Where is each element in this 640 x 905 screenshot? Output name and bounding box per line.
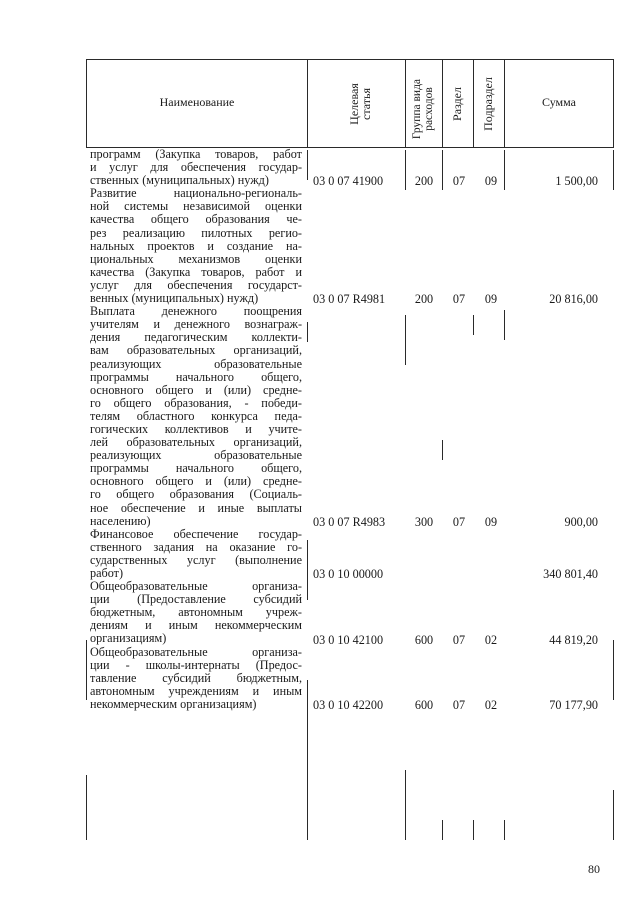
header-section: Раздел	[450, 87, 464, 121]
body-rule-4	[307, 680, 308, 840]
row-2-name-line: основного общего и (или) средне-	[90, 475, 302, 489]
row-2-name-line: телям областного конкурса педа-	[90, 409, 302, 423]
row-code: 03 0 10 42100	[313, 632, 384, 647]
row-1-name-line: нальных проектов и создание на-	[90, 239, 302, 253]
row-subsection: 02	[484, 698, 498, 713]
body-rule-13	[504, 150, 505, 190]
row-subsection: 09	[484, 514, 498, 529]
row-subsection: 09	[484, 292, 498, 307]
col-rule-left	[86, 59, 87, 148]
body-rule-20	[86, 775, 87, 840]
row-1-name-line: услуг для обеспечения государст-	[90, 278, 302, 292]
header-group	[411, 69, 437, 149]
row-5-name-line: Общеобразовательные организа-	[90, 645, 302, 659]
row-3-name-line: работ)	[90, 567, 124, 580]
row-0-name-line: ственных (муниципальных) нужд)	[90, 174, 269, 188]
row-2-name-line: учителям и денежного вознаграж-	[90, 318, 302, 332]
row-code: 03 0 07 R4981	[313, 292, 386, 307]
body-rule-5	[405, 150, 406, 190]
row-sum: 70 177,90	[549, 698, 598, 713]
row-code: 03 0 10 00000	[313, 567, 384, 582]
row-2-name-line: гогических коллективов и учите-	[90, 422, 302, 436]
body-rule-16	[613, 150, 614, 190]
row-4-name-line: Общеобразовательные организа-	[90, 580, 302, 594]
row-code: 03 0 10 42200	[313, 698, 384, 713]
row-5-name-line: ции - школы-интернаты (Предос-	[90, 658, 302, 672]
row-1-name-line: венных (муниципальных) нужд)	[90, 292, 259, 306]
row-2-name-line: основного общего и (или) средне-	[90, 383, 302, 397]
row-sum: 900,00	[564, 514, 598, 529]
row-5-name-line: автономным учреждениям и иным	[90, 684, 302, 698]
row-2-name-line: реализующих образовательные	[90, 357, 302, 371]
header-top-rule	[86, 59, 614, 60]
row-1-name-line: качества общего образования че-	[90, 213, 302, 227]
row-3-name-line: Финансовое обеспечение государ-	[90, 527, 302, 541]
row-subsection: 09	[484, 174, 498, 189]
row-sum: 20 816,00	[549, 292, 598, 307]
body-rule-9	[442, 440, 443, 460]
row-0-name-line: программ (Закупка товаров, работ	[90, 148, 302, 161]
row-0-name-line: и услуг для обеспечения государ-	[90, 161, 302, 175]
body-rule-17	[613, 640, 614, 700]
names-column	[90, 148, 302, 711]
header-subsection: Подраздел	[481, 77, 495, 131]
row-section: 07	[452, 514, 466, 529]
row-group: 200	[414, 292, 434, 307]
row-3-name-line: ственного задания на оказание го-	[90, 540, 302, 554]
row-4-name-line: бюджетным, автономным учреж-	[90, 606, 302, 620]
row-2-name-line: программы начального общего,	[90, 370, 302, 384]
row-5-name-line: тавление субсидий бюджетным,	[90, 671, 302, 685]
row-section: 07	[452, 174, 466, 189]
row-2-name-line: реализующих образовательные	[90, 449, 302, 463]
row-group: 300	[414, 514, 434, 529]
row-4-name-line: организациям)	[90, 632, 167, 646]
row-4-name-line: дениям и иным некоммерческим	[90, 619, 302, 633]
row-1-name-line: циональных механизмов оценки	[90, 252, 302, 266]
row-1-name-line: Развитие национально-региональ-	[90, 187, 302, 201]
body-rule-7	[405, 770, 406, 840]
row-5-name-line: некоммерческим организациям)	[90, 697, 257, 711]
row-section: 07	[452, 632, 466, 647]
header-group-text: Группа вида расходов	[411, 78, 435, 140]
header-name: Наименование	[159, 95, 235, 109]
row-2-name-line: го общего образования (Социаль-	[90, 488, 302, 502]
row-1-name-line: рез реализацию пилотных регио-	[90, 226, 302, 240]
row-3-name-line: сударственных услуг (выполнение	[90, 553, 302, 567]
row-section: 07	[452, 698, 466, 713]
row-group: 200	[414, 174, 434, 189]
row-1-name-line: ной системы независимой оценки	[90, 200, 302, 214]
body-rule-2	[307, 322, 308, 342]
row-subsection: 02	[484, 632, 498, 647]
row-group: 600	[414, 632, 434, 647]
page-number: 80	[588, 862, 600, 876]
body-rule-15	[504, 820, 505, 840]
row-2-name-line: дения педагогическим коллекти-	[90, 331, 302, 345]
header-target-text: Целевая статья	[347, 83, 373, 125]
body-rule-3	[307, 540, 308, 600]
col-rule-code	[307, 59, 308, 148]
col-rule-subsection	[473, 59, 474, 148]
body-rule-8	[442, 150, 443, 190]
body-rule-11	[473, 315, 474, 335]
body-rule-6	[405, 315, 406, 365]
row-group: 600	[414, 698, 434, 713]
row-2-name-line: программы начального общего,	[90, 462, 302, 476]
row-2-name-line: Выплата денежного поощрения	[90, 305, 302, 319]
row-sum: 340 801,40	[543, 567, 598, 582]
row-4-name-line: ции (Предоставление субсидий	[90, 593, 302, 607]
row-sum: 44 819,20	[549, 632, 598, 647]
body-rule-12	[473, 820, 474, 840]
col-rule-right	[613, 59, 614, 148]
row-sum: 1 500,00	[555, 174, 598, 189]
col-rule-sum	[504, 59, 505, 148]
row-2-name-line: лей образовательных организаций,	[90, 436, 302, 450]
header-target	[347, 64, 373, 144]
row-code: 03 0 07 41900	[313, 174, 384, 189]
body-rule-1	[307, 150, 308, 180]
row-2-name-line: го общего образования, - победи-	[90, 396, 302, 410]
body-rule-18	[613, 790, 614, 840]
row-section: 07	[452, 292, 466, 307]
body-rule-19	[86, 640, 87, 700]
col-rule-section	[442, 59, 443, 148]
row-2-name-line: ное обеспечение и иные выплаты	[90, 501, 302, 515]
col-rule-group	[405, 59, 406, 148]
body-rule-10	[442, 820, 443, 840]
row-code: 03 0 07 R4983	[313, 514, 386, 529]
body-rule-14	[504, 310, 505, 340]
row-2-name-line: населению)	[90, 514, 151, 528]
row-1-name-line: качества (Закупка товаров, работ и	[90, 265, 302, 279]
header-sum: Сумма	[542, 95, 576, 109]
row-2-name-line: вам образовательных организаций,	[90, 344, 302, 358]
